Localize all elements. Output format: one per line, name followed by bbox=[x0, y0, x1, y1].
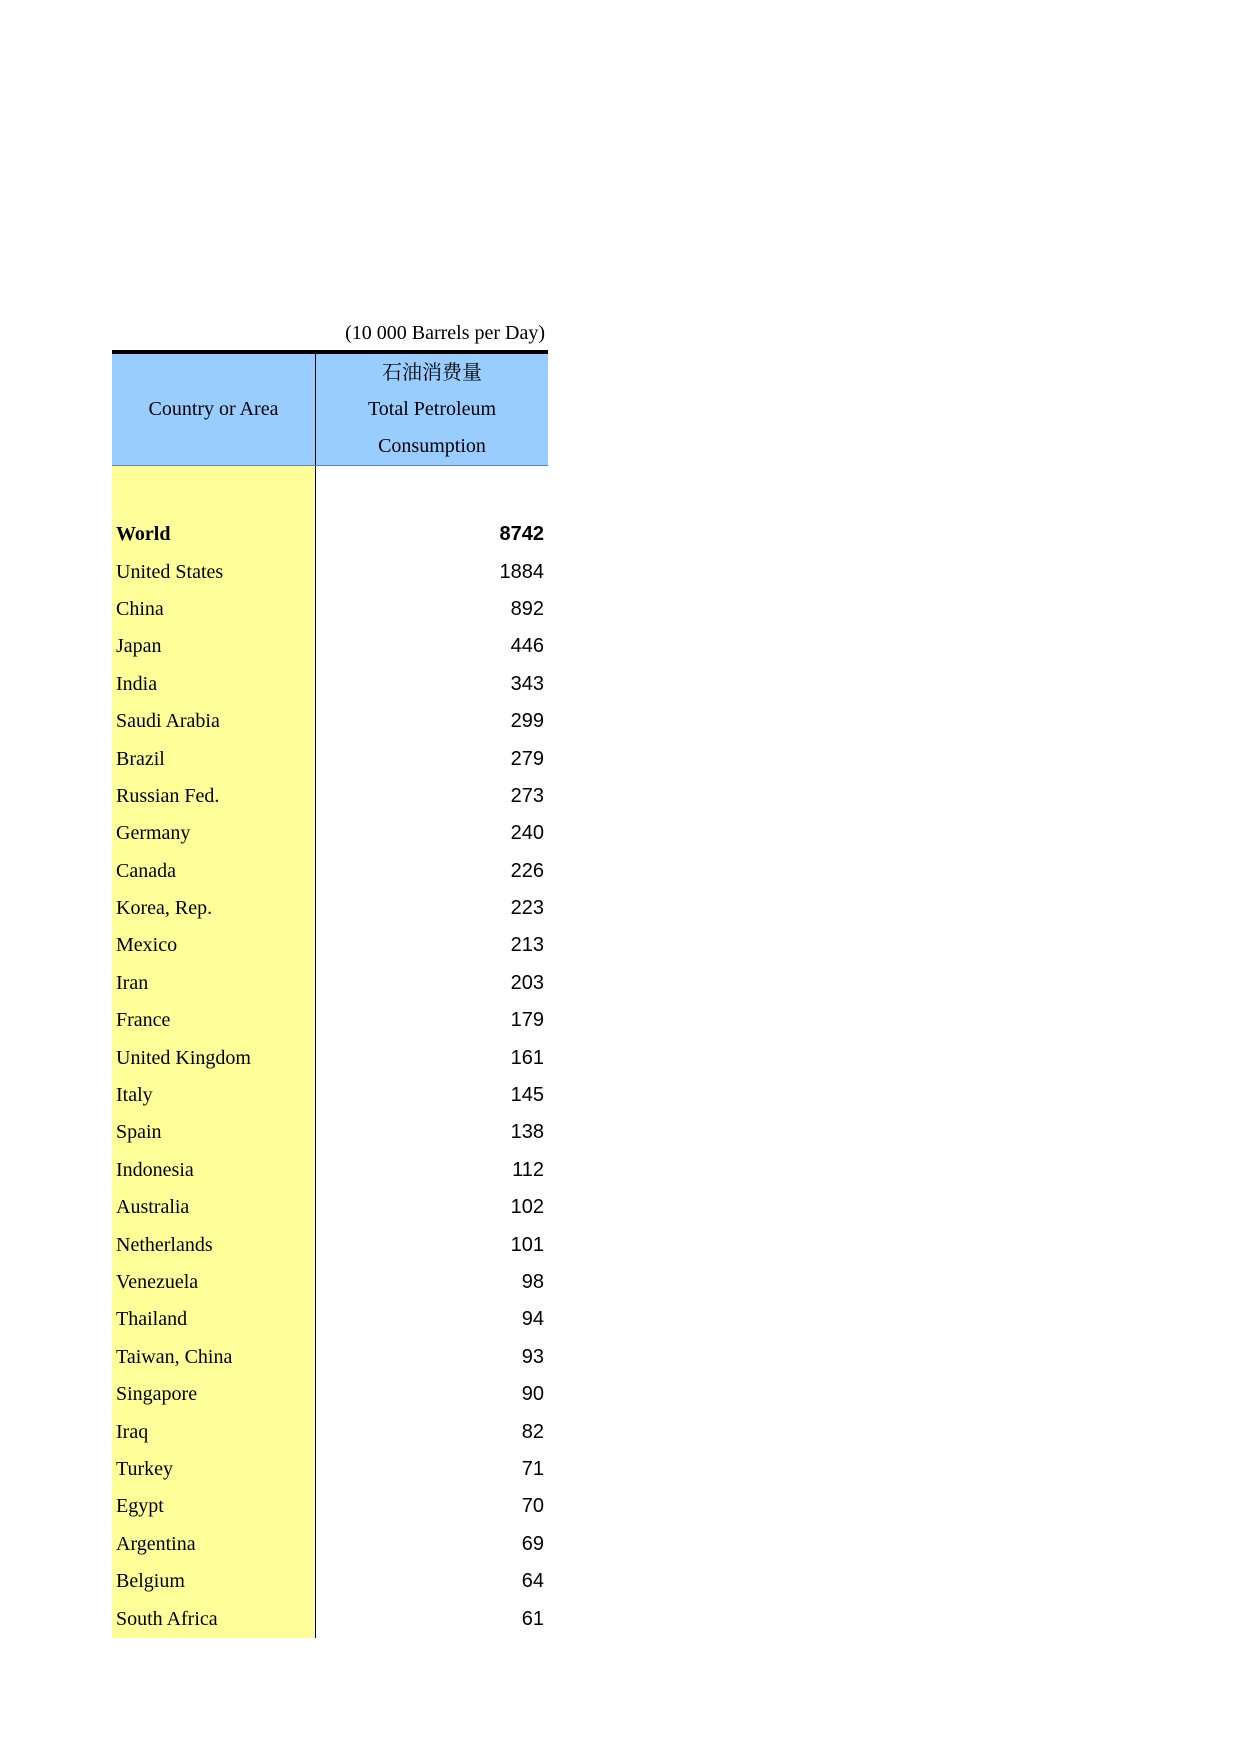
consumption-value-cell: 343 bbox=[510, 672, 544, 695]
table-header bbox=[112, 354, 548, 466]
consumption-value-cell: 138 bbox=[510, 1121, 544, 1144]
column-header-consumption bbox=[316, 354, 548, 465]
table-row bbox=[112, 815, 548, 852]
table-spacer-row bbox=[112, 466, 548, 516]
consumption-value-cell: 112 bbox=[512, 1158, 544, 1181]
table-row bbox=[112, 516, 548, 553]
consumption-value-cell: 299 bbox=[510, 710, 544, 733]
consumption-value-cell: 71 bbox=[521, 1457, 544, 1480]
table-row bbox=[112, 1002, 548, 1039]
country-cell: Japan bbox=[112, 628, 316, 665]
consumption-value-cell: 240 bbox=[510, 822, 544, 845]
spacer-country-cell bbox=[112, 466, 316, 516]
table-row bbox=[112, 740, 548, 777]
consumption-value-cell: 82 bbox=[521, 1420, 544, 1443]
consumption-value-cell: 101 bbox=[510, 1233, 544, 1256]
country-cell: South Africa bbox=[112, 1600, 316, 1637]
consumption-value-cell: 70 bbox=[521, 1495, 544, 1518]
table-row bbox=[112, 1189, 548, 1226]
table-row bbox=[112, 703, 548, 740]
country-cell: Taiwan, China bbox=[112, 1339, 316, 1376]
spacer-value-cell bbox=[316, 466, 548, 516]
country-cell: Canada bbox=[112, 853, 316, 890]
consumption-value-cell: 8742 bbox=[499, 523, 544, 546]
country-cell: Thailand bbox=[112, 1301, 316, 1338]
country-cell: Italy bbox=[112, 1077, 316, 1114]
petroleum-consumption-table bbox=[112, 350, 548, 1638]
country-cell: Russian Fed. bbox=[112, 778, 316, 815]
table-row bbox=[112, 1600, 548, 1637]
consumption-value-cell: 273 bbox=[510, 784, 544, 807]
country-cell: Venezuela bbox=[112, 1264, 316, 1301]
column-header-label-line1: Total Petroleum bbox=[367, 398, 497, 420]
table-row bbox=[112, 853, 548, 890]
country-cell: Iran bbox=[112, 965, 316, 1002]
country-cell: Singapore bbox=[112, 1376, 316, 1413]
table-row bbox=[112, 553, 548, 590]
table-row bbox=[112, 890, 548, 927]
country-cell: Turkey bbox=[112, 1451, 316, 1488]
country-cell: Germany bbox=[112, 815, 316, 852]
country-cell: Belgium bbox=[112, 1563, 316, 1600]
column-header-zh-label: 石油消费量 bbox=[382, 360, 482, 384]
country-cell: Australia bbox=[112, 1189, 316, 1226]
country-cell: Indonesia bbox=[112, 1152, 316, 1189]
column-header-label-line2: Consumption bbox=[378, 435, 486, 457]
table-row bbox=[112, 927, 548, 964]
country-cell: Iraq bbox=[112, 1413, 316, 1450]
country-cell: Spain bbox=[112, 1114, 316, 1151]
consumption-value-cell: 93 bbox=[521, 1345, 544, 1368]
table-row bbox=[112, 666, 548, 703]
column-header-country: Country or Area bbox=[112, 354, 316, 465]
country-cell: Argentina bbox=[112, 1526, 316, 1563]
country-cell: United States bbox=[112, 553, 316, 590]
consumption-value-cell: 69 bbox=[521, 1532, 544, 1555]
table-row bbox=[112, 1077, 548, 1114]
table-row bbox=[112, 1413, 548, 1450]
table-body bbox=[112, 466, 548, 1638]
table-row bbox=[112, 1226, 548, 1263]
table-row bbox=[112, 1526, 548, 1563]
consumption-value-cell: 446 bbox=[510, 635, 544, 658]
country-cell: Brazil bbox=[112, 740, 316, 777]
country-cell: Korea, Rep. bbox=[112, 890, 316, 927]
country-cell: Netherlands bbox=[112, 1226, 316, 1263]
consumption-value-cell: 226 bbox=[510, 859, 544, 882]
table-row bbox=[112, 628, 548, 665]
table-row bbox=[112, 1039, 548, 1076]
country-cell: France bbox=[112, 1002, 316, 1039]
country-cell: Saudi Arabia bbox=[112, 703, 316, 740]
table-row bbox=[112, 1488, 548, 1525]
table-row bbox=[112, 1563, 548, 1600]
table-row bbox=[112, 1301, 548, 1338]
consumption-value-cell: 61 bbox=[521, 1607, 544, 1630]
consumption-value-cell: 90 bbox=[521, 1383, 544, 1406]
table-row bbox=[112, 778, 548, 815]
country-cell: China bbox=[112, 591, 316, 628]
country-cell: Mexico bbox=[112, 927, 316, 964]
table-row bbox=[112, 1114, 548, 1151]
consumption-value-cell: 179 bbox=[510, 1009, 544, 1032]
table-row bbox=[112, 1152, 548, 1189]
country-cell: United Kingdom bbox=[112, 1039, 316, 1076]
consumption-value-cell: 1884 bbox=[499, 560, 544, 583]
table-row bbox=[112, 1451, 548, 1488]
consumption-value-cell: 98 bbox=[521, 1271, 544, 1293]
consumption-value-cell: 94 bbox=[521, 1308, 544, 1331]
consumption-value-cell: 892 bbox=[510, 597, 544, 620]
unit-note: (10 000 Barrels per Day) bbox=[345, 322, 545, 344]
country-cell: India bbox=[112, 666, 316, 703]
consumption-value-cell: 161 bbox=[510, 1046, 544, 1069]
table-row bbox=[112, 1376, 548, 1413]
table-row bbox=[112, 1264, 548, 1301]
country-cell: Egypt bbox=[112, 1488, 316, 1525]
consumption-value-cell: 102 bbox=[510, 1196, 544, 1219]
table-row bbox=[112, 1339, 548, 1376]
table-row bbox=[112, 591, 548, 628]
consumption-value-cell: 64 bbox=[521, 1570, 544, 1593]
consumption-value-cell: 279 bbox=[510, 747, 544, 770]
table-row bbox=[112, 965, 548, 1002]
country-cell: World bbox=[112, 516, 316, 553]
consumption-value-cell: 203 bbox=[510, 971, 544, 994]
consumption-value-cell: 145 bbox=[510, 1084, 544, 1107]
consumption-value-cell: 213 bbox=[510, 934, 544, 957]
consumption-value-cell: 223 bbox=[510, 897, 544, 920]
